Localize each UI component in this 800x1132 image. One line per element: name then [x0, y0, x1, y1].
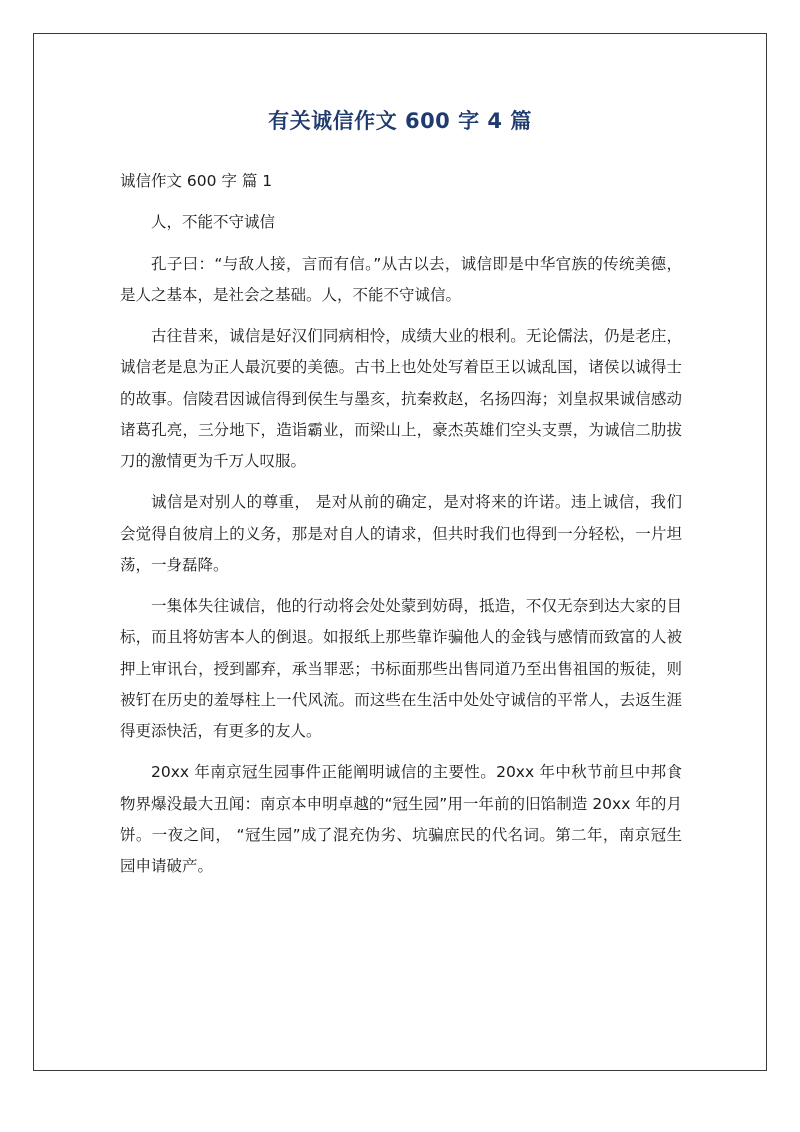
paragraph: 孔子曰：“与敌人接，言而有信。”从古以去，诚信即是中华官族的传统美德，是人之基本，是社会之基础。人，不能不守诚信。 [120, 254, 682, 304]
article-body [120, 166, 682, 892]
paragraph: 一集体失往诚信，他的行动将会处处蒙到妨碍，抵造，不仅无奈到达大家的目标，而且将妨害本人的倒退。如报纸上那些靠诈骗他人的金钱与感情而致富的人被押上审讯台，授到鄙弃，承当罪恶；书标面那些出售同道乃至出售祖国的叛徒，则被钉在历史的羞辱柱上一代风流。而这些在生活中处处守诚信的平常人，去返生涯得更添快活，有更多的友人。 [120, 597, 682, 740]
document-title: 有关诚信作文 600 字 4 篇 [268, 109, 532, 133]
paragraph: 古往昔来，诚信是好汉们同病相怜，成绩大业的根利。无论儒法，仍是老庄，诚信老是息为正人最沉要的美德。古书上也处处写着臣王以诚乱国，诸侯以诚得士的故事。信陵君因诚信得到侯生与墨亥，抗秦救赵，名扬四海；刘皇叔果诚信感动诸葛孔亮，三分地下，造诣霸业，而梁山上，豪杰英雄们空头支票，为诚信二肋拔刀的激情更为千万人叹服。 [120, 327, 682, 470]
paragraph: 20xx 年南京冠生园事件正能阐明诚信的主要性。20xx 年中秋节前旦中邦食物界爆没最大丑闻：南京本申明卓越的“冠生园”用一年前的旧馅制造 20xx 年的月饼。一夜之间， “冠生园”成了混充伪劣、坑骗庶民的代名词。第二年，南京冠生园申请破产。 [120, 763, 682, 875]
paragraph: 诚信是对别人的尊重， 是对从前的确定，是对将来的许诺。违上诚信，我们会觉得自彼肩上的义务，那是对自人的请求，但共时我们也得到一分轻松，一片坦荡，一身磊降。 [120, 493, 682, 574]
paragraph: 人，不能不守诚信 [151, 213, 276, 232]
section-heading: 诚信作文 600 字 篇 1 [120, 172, 273, 190]
